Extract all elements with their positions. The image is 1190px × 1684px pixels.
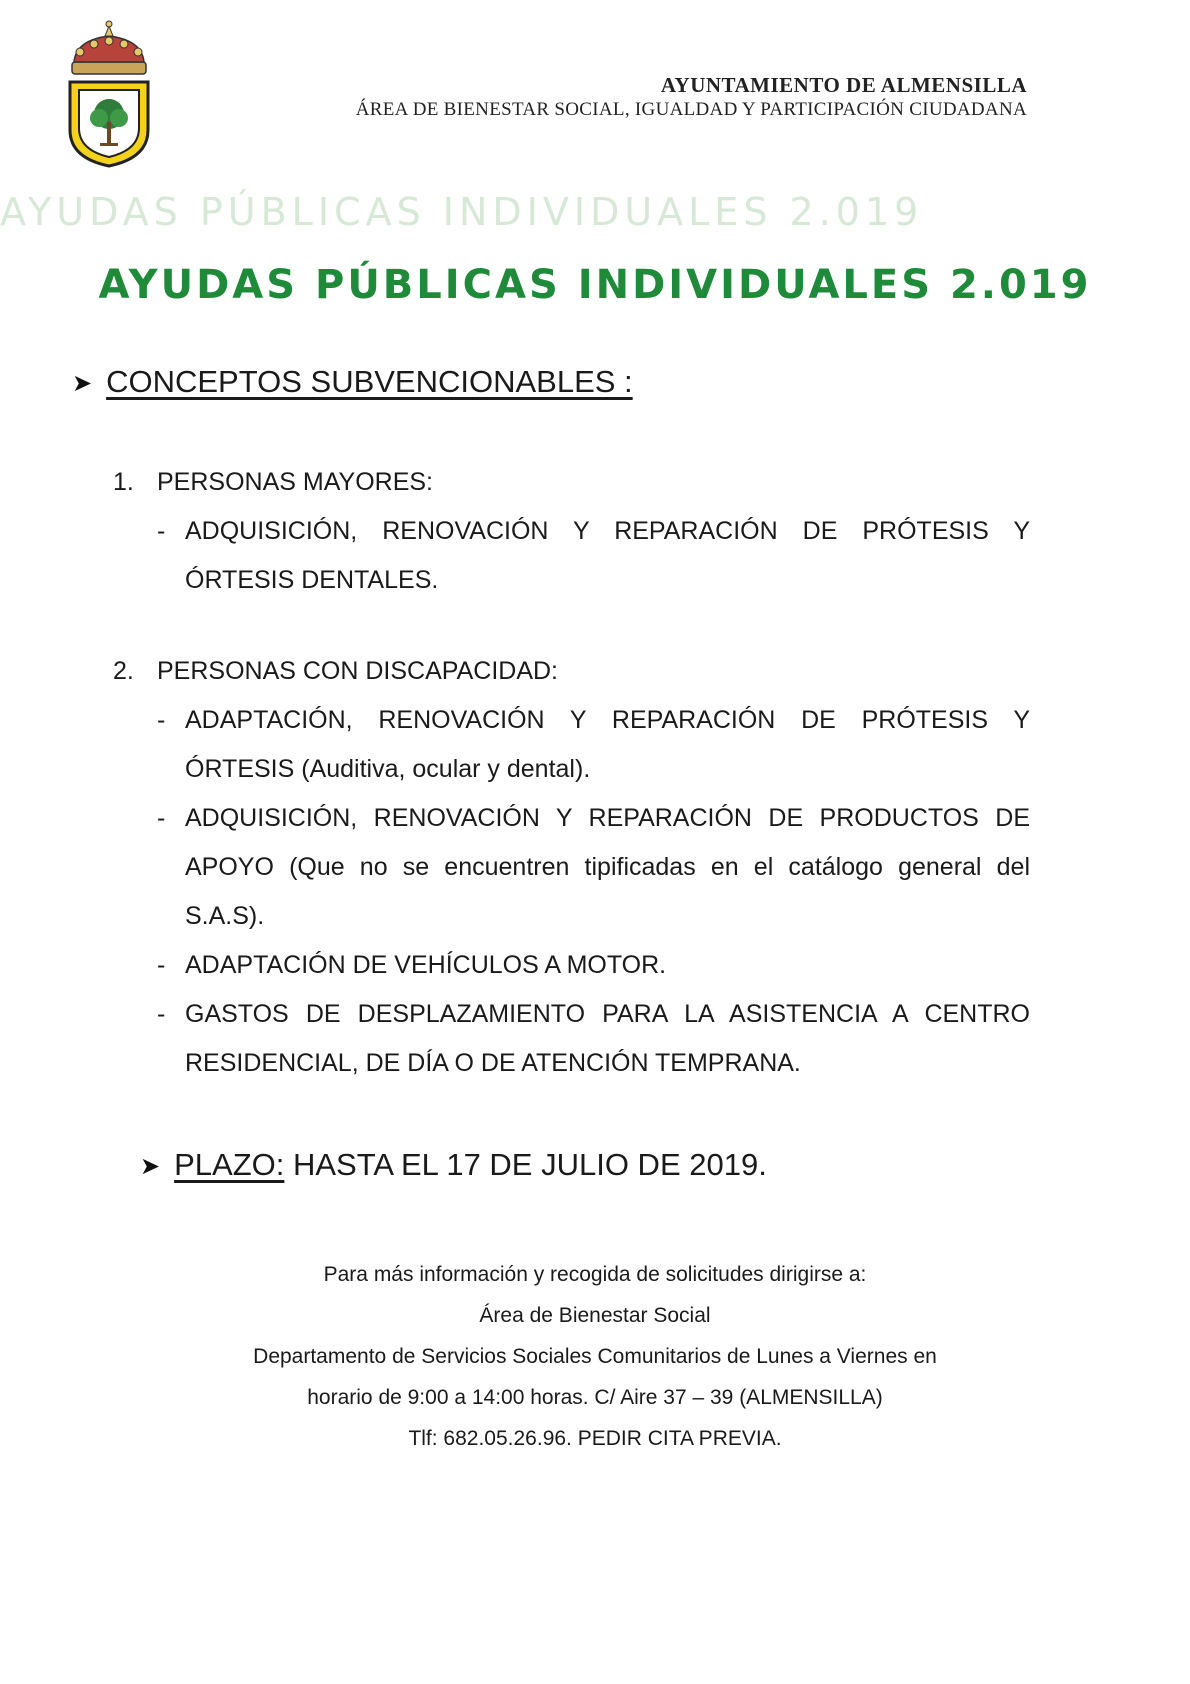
list-item-text: ADAPTACIÓN DE VEHÍCULOS A MOTOR.: [185, 951, 667, 979]
institution-header: [356, 72, 1027, 122]
municipal-coat-of-arms-icon: [66, 18, 152, 168]
contact-line: Para más información y recogida de solicitudes dirigirse a:: [323, 1263, 867, 1286]
dash-bullet: -: [157, 804, 166, 832]
contact-info: [0, 1254, 1190, 1459]
contact-line: Área de Bienestar Social: [479, 1304, 711, 1327]
group-number: 2.: [113, 657, 134, 685]
list-item-text: GASTOS DE DESPLAZAMIENTO PARA LA ASISTENCIA A CENTRO RESIDENCIAL, DE DÍA O DE ATENCIÓN TEMPRANA.: [185, 1000, 1030, 1077]
contact-line: Departamento de Servicios Sociales Comunitarios de Lunes a Viernes en: [253, 1345, 937, 1368]
section-heading: CONCEPTOS SUBVENCIONABLES :: [106, 364, 633, 399]
section-heading-row: [72, 364, 633, 400]
concepts-list: [113, 458, 1030, 1088]
deadline-row: [140, 1147, 767, 1183]
page-title: AYUDAS PÚBLICAS INDIVIDUALES 2.019: [98, 262, 1092, 308]
deadline-label: PLAZO:: [174, 1147, 285, 1182]
dash-bullet: -: [157, 517, 166, 545]
arrow-bullet-icon: ➤: [140, 1153, 161, 1181]
contact-line: Tlf: 682.05.26.96. PEDIR CITA PREVIA.: [408, 1427, 782, 1450]
group-label: PERSONAS MAYORES:: [157, 468, 433, 496]
list-item: [113, 507, 1030, 605]
institution-name: AYUNTAMIENTO DE ALMENSILLA: [660, 73, 1027, 97]
group-heading: [113, 458, 1030, 507]
list-item: [113, 990, 1030, 1088]
list-item-text: ADQUISICIÓN, RENOVACIÓN Y REPARACIÓN DE PRÓTESIS Y ÓRTESIS DENTALES.: [185, 517, 1030, 594]
dash-bullet: -: [157, 706, 166, 734]
ghost-title-watermark: AYUDAS PÚBLICAS INDIVIDUALES 2.019: [0, 190, 924, 234]
contact-line: horario de 9:00 a 14:00 horas. C/ Aire 37 – 39 (ALMENSILLA): [307, 1386, 883, 1409]
list-item: [113, 696, 1030, 794]
list-item-text: ADQUISICIÓN, RENOVACIÓN Y REPARACIÓN DE PRODUCTOS DE APOYO (Que no se encuentren tipificadas en el catálogo general del S.A.S).: [185, 804, 1030, 930]
list-item-text: ADAPTACIÓN, RENOVACIÓN Y REPARACIÓN DE PRÓTESIS Y ÓRTESIS (Auditiva, ocular y dental).: [185, 706, 1030, 783]
dash-bullet: -: [157, 1000, 166, 1028]
dash-bullet: -: [157, 951, 166, 979]
department-name: ÁREA DE BIENESTAR SOCIAL, IGUALDAD Y PARTICIPACIÓN CIUDADANA: [355, 99, 1027, 120]
list-item: [113, 941, 1030, 990]
list-item: [113, 794, 1030, 941]
group-label: PERSONAS CON DISCAPACIDAD:: [157, 657, 559, 685]
group-number: 1.: [113, 468, 134, 496]
arrow-bullet-icon: ➤: [72, 370, 93, 398]
page-title-wrapper: [0, 262, 1190, 308]
group-heading: [113, 647, 1030, 696]
deadline-text: HASTA EL 17 DE JULIO DE 2019.: [284, 1147, 767, 1182]
